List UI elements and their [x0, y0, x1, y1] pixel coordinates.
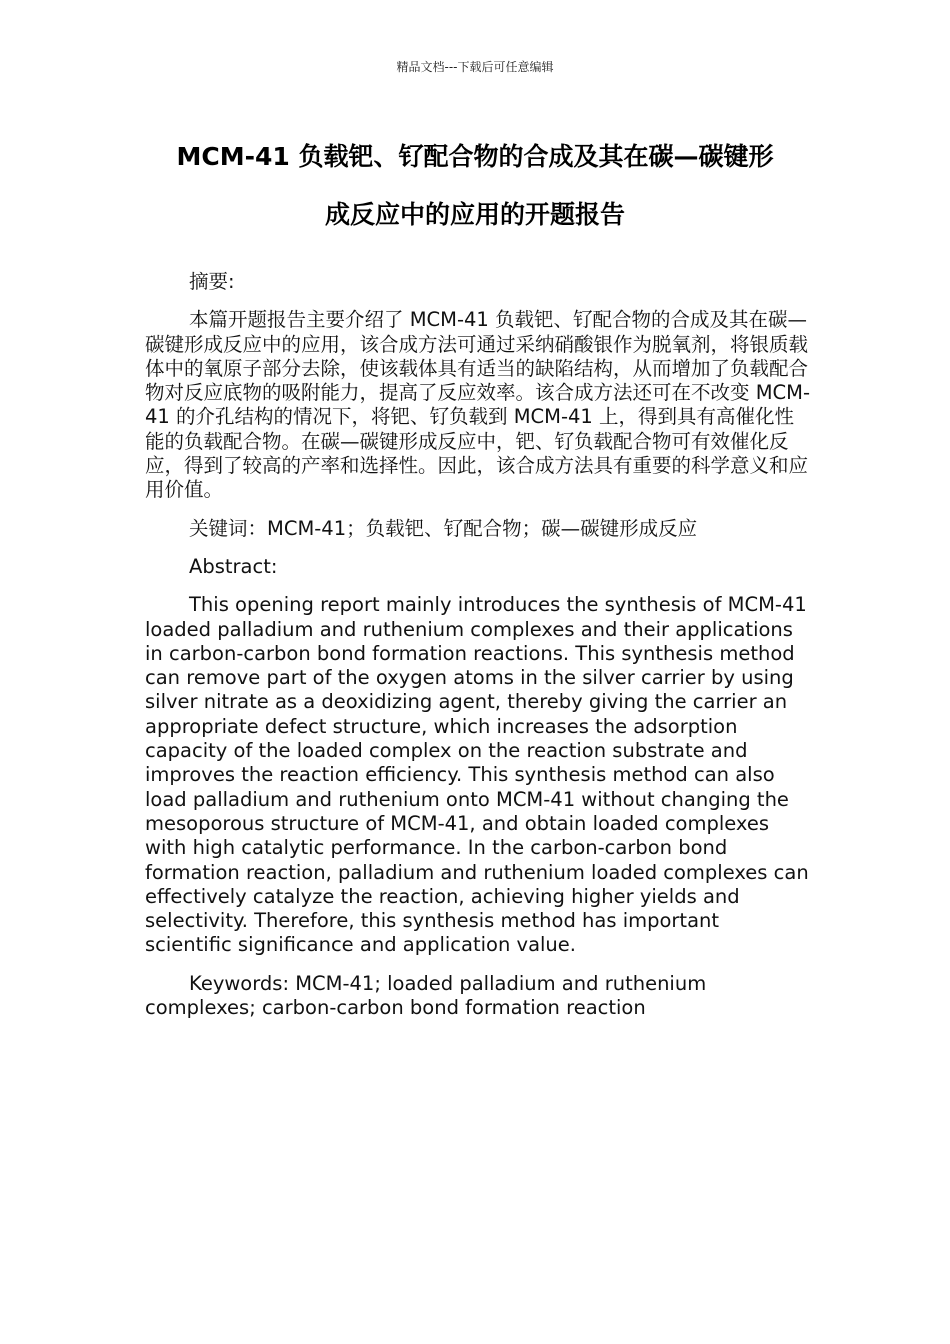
keywords-cn: 关键词：MCM-41；负载钯、钌配合物；碳—碳键形成反应 — [189, 516, 698, 540]
abstract-cn-text: 本篇开题报告主要介绍了 MCM-41 负载钯、钌配合物的合成及其在碳—碳键形成反应中的应用，该合成方法可通过采纳硝酸银作为脱氧剂，将银质载体中的氧原子部分去除，使该载体具有适当的缺陷结构，从而增加了负载配合物对反应底物的吸附能力，提高了反应效率。该合成方法还可在不改变 MCM-41 的介孔结构的情况下，将钯、钌负载到 MCM-41 上，得到具有高催化性能的负载配合物。在碳—碳键形成反应中，钯、钌负载配合物可有效催化反应，得到了较高的产率和选择性。因此，该合成方法具有重要的科学意义和应用价值。 — [145, 308, 810, 502]
header-note: 精品文档---下载后可任意编辑 — [396, 60, 554, 74]
abstract-en-text: This opening report mainly introduces the synthesis of MCM-41 loaded palladium and ruthenium complexes and their applications in carbon-carbon bond formation reactions. This synthesis method can remove part of the oxygen atoms in the silver carrier by using silver nitrate as a deoxidizing agent, thereby giving the carrier an appropriate defect structure, which increases the adsorption capacity of the loaded complex on the reaction substrate and improves the reaction efficiency. This synthesis method can also load palladium and ruthenium onto MCM-41 without changing the mesoporous structure of MCM-41, and obtain loaded complexes with high catalytic performance. In the carbon-carbon bond formation reaction, palladium and ruthenium loaded complexes can effectively catalyze the reaction, achieving higher yields and selectivity. Therefore, this synthesis method has important scientific significance and application value. — [145, 593, 809, 957]
title-line-2: 成反应中的应用的开题报告 — [324, 200, 625, 229]
document-title — [120, 128, 830, 244]
document-body — [145, 270, 810, 1034]
keywords-en: Keywords: MCM-41; loaded palladium and ruthenium complexes; carbon-carbon bond formation reaction — [145, 971, 707, 1020]
abstract-en-label: Abstract: — [189, 554, 278, 578]
title-line-1: MCM-41 负载钯、钌配合物的合成及其在碳—碳键形 — [176, 142, 774, 171]
abstract-cn-label: 摘要: — [189, 270, 235, 293]
